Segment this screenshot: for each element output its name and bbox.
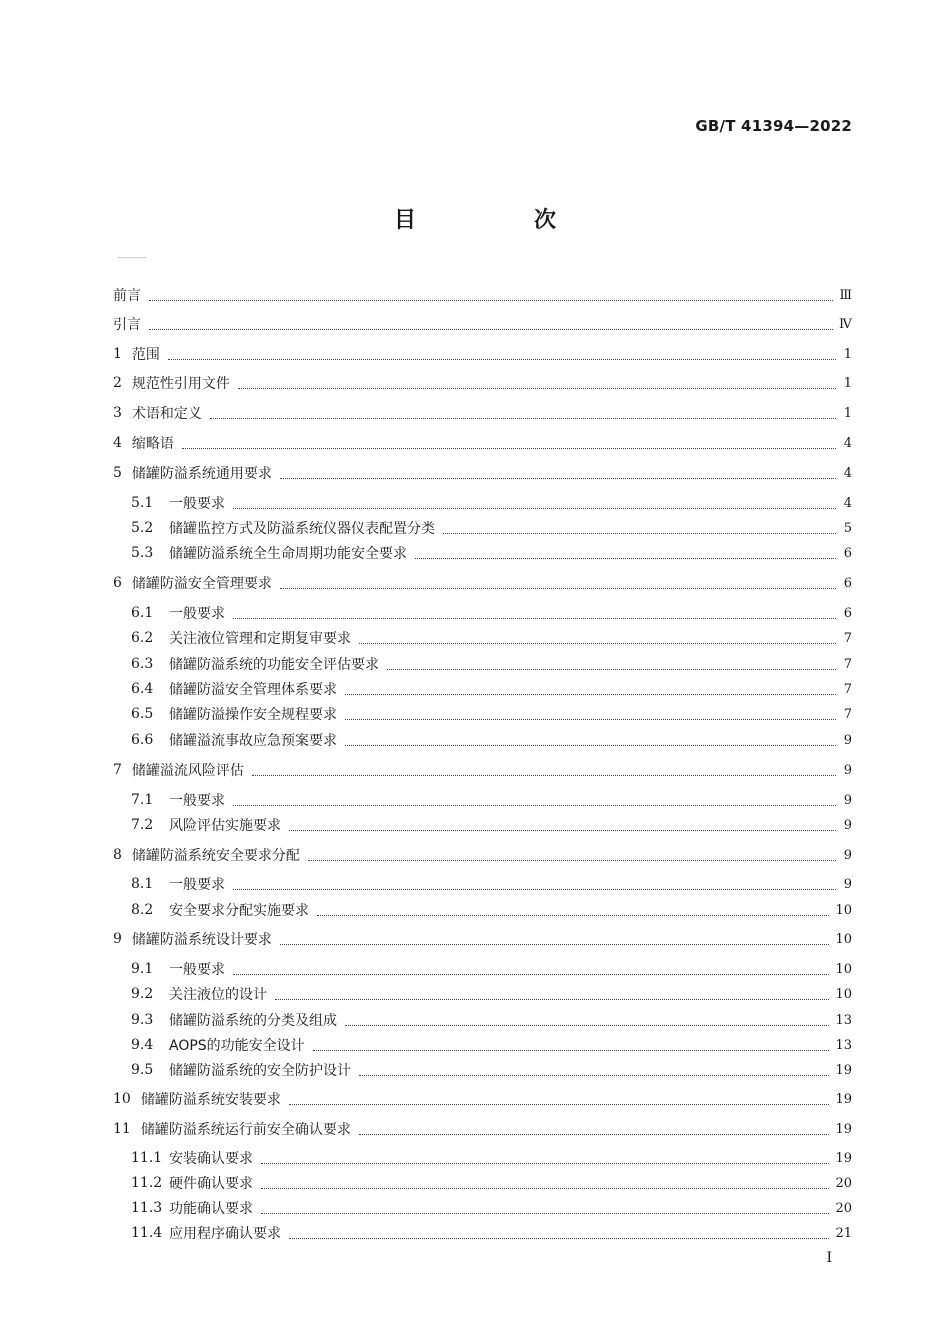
toc-entry-number: 1 (113, 346, 122, 362)
toc-entry[interactable] (113, 602, 852, 624)
toc-entry-page: 1 (843, 405, 852, 421)
toc-entry-label: 储罐防溢系统的分类及组成 (169, 1013, 337, 1029)
toc-leader-dots (168, 357, 836, 360)
toc-entry-number: 8.2 (131, 902, 154, 918)
toc-entry[interactable] (113, 432, 852, 454)
toc-leader-dots (443, 531, 836, 534)
toc-entry-number: 9.3 (131, 1012, 154, 1028)
toc-entry[interactable] (113, 343, 852, 365)
toc-entry-label: 储罐防溢安全管理体系要求 (169, 682, 337, 698)
toc-entry-number: 6 (113, 575, 122, 591)
toc-entry-label: 规范性引用文件 (131, 376, 230, 392)
toc-leader-dots (280, 476, 836, 479)
toc-leader-dots (345, 1023, 829, 1026)
toc-entry-page: 1 (843, 346, 852, 362)
toc-entry-label: 储罐防溢系统的功能安全评估要求 (169, 657, 379, 673)
toc-leader-dots (210, 416, 836, 419)
toc-entry-page: 20 (835, 1200, 852, 1216)
toc-entry[interactable] (113, 1197, 852, 1219)
toc-entry-label: 安全要求分配实施要求 (169, 903, 309, 919)
toc-entry-number: 6.2 (131, 630, 154, 646)
toc-entry-number: 6.5 (131, 706, 154, 722)
toc-entry[interactable] (113, 542, 852, 564)
toc-entry-label: 储罐防溢系统安全要求分配 (131, 848, 300, 864)
toc-entry-page: 19 (835, 1121, 852, 1137)
toc-entry[interactable] (113, 313, 852, 335)
toc-entry-number: 11.4 (131, 1225, 163, 1241)
toc-entry-page: 6 (843, 545, 852, 561)
toc-leader-dots (317, 913, 829, 916)
toc-entry[interactable] (113, 844, 852, 866)
toc-leader-dots (289, 1236, 829, 1239)
toc-leader-dots (345, 692, 836, 695)
toc-entry-page: 13 (835, 1012, 852, 1028)
toc-entry[interactable] (113, 1172, 852, 1194)
toc-leader-dots (233, 616, 836, 619)
toc-entry-label: 一般要求 (169, 606, 225, 622)
toc-entry-label: 硬件确认要求 (169, 1176, 253, 1192)
toc-entry-page: 10 (835, 931, 852, 947)
toc-leader-dots (359, 641, 836, 644)
toc-entry[interactable] (113, 703, 852, 725)
toc-entry-label: 一般要求 (169, 793, 225, 809)
toc-entry[interactable] (113, 1059, 852, 1081)
toc-entry-label: 储罐防溢操作安全规程要求 (169, 707, 337, 723)
toc-entry-page: 10 (835, 986, 852, 1002)
toc-entry-number: 5.2 (131, 520, 154, 536)
toc-entry[interactable] (113, 572, 852, 594)
toc-entry-label: 缩略语 (131, 436, 174, 452)
toc-leader-dots (149, 298, 833, 301)
toc-leader-dots (233, 803, 836, 806)
toc-entry[interactable] (113, 1009, 852, 1031)
toc-entry-number: 11.2 (131, 1175, 163, 1191)
page-number: I (826, 1250, 832, 1266)
toc-entry-number: 5.1 (131, 495, 154, 511)
toc-entry[interactable] (113, 1147, 852, 1169)
toc-entry-number: 4 (113, 435, 122, 451)
toc-entry-page: 10 (835, 961, 852, 977)
toc-entry[interactable] (113, 462, 852, 484)
toc-entry-label: 储罐防溢系统全生命周期功能安全要求 (169, 546, 407, 562)
toc-leader-dots (345, 717, 836, 720)
toc-leader-dots (280, 586, 836, 589)
toc-entry-page: 10 (835, 902, 852, 918)
toc-entry[interactable] (113, 899, 852, 921)
toc-leader-dots (289, 1102, 830, 1105)
toc-entry-page: 7 (843, 656, 852, 672)
toc-entry-number: 7.1 (131, 792, 154, 808)
toc-entry-label: 储罐防溢系统运行前安全确认要求 (140, 1122, 351, 1138)
toc-entry-page: Ⅳ (839, 316, 852, 332)
toc-leader-dots (182, 446, 836, 449)
toc-entry-label: 引言 (113, 317, 141, 333)
toc-entry[interactable] (113, 958, 852, 980)
toc-entry[interactable] (113, 284, 852, 306)
toc-entry-page: 9 (843, 762, 852, 778)
toc-entry-label: 风险评估实施要求 (169, 818, 281, 834)
toc-entry-number: 7 (113, 762, 122, 778)
toc-entry-label: 关注液位的设计 (169, 987, 267, 1003)
toc-entry-label: 储罐防溢系统的安全防护设计 (169, 1063, 351, 1079)
toc-entry-number: 3 (113, 405, 122, 421)
toc-entry-number: 11.3 (131, 1200, 163, 1216)
standard-code: GB/T 41394—2022 (695, 117, 852, 135)
toc-entry-page: 13 (835, 1037, 852, 1053)
toc-entry-label: 一般要求 (169, 496, 225, 512)
toc-entry[interactable] (113, 517, 852, 539)
toc-entry-label: 储罐溢流风险评估 (131, 763, 244, 779)
toc-leader-dots (233, 887, 836, 890)
toc-leader-dots (252, 773, 836, 776)
toc-entry-page: 19 (835, 1091, 852, 1107)
toc-entry-label: 前言 (113, 288, 141, 304)
toc-leader-dots (359, 1073, 829, 1076)
toc-entry[interactable] (113, 1222, 852, 1244)
toc-leader-dots (238, 386, 836, 389)
toc-entry-page: 7 (843, 630, 852, 646)
toc-entry-page: 9 (843, 792, 852, 808)
toc-entry[interactable] (113, 873, 852, 895)
toc-entry[interactable] (113, 1118, 852, 1140)
toc-entry[interactable] (113, 492, 852, 514)
toc-entry-label: 储罐防溢安全管理要求 (131, 576, 272, 592)
toc-leader-dots (261, 1186, 829, 1189)
toc-entry-label: 储罐监控方式及防溢系统仪器仪表配置分类 (169, 521, 435, 537)
toc-entry-number: 9.5 (131, 1062, 154, 1078)
toc-entry-number: 6.1 (131, 605, 154, 621)
toc-entry-number: 8 (113, 847, 122, 863)
toc-entry-number: 11.1 (131, 1150, 163, 1166)
toc-entry-label: 储罐溢流事故应急预案要求 (169, 733, 337, 749)
toc-entry-number: 8.1 (131, 876, 154, 892)
toc-entry[interactable] (113, 678, 852, 700)
toc-leader-dots (415, 556, 836, 559)
toc-entry-label: 功能确认要求 (169, 1201, 253, 1217)
toc-leader-dots (313, 1048, 830, 1051)
toc-entry-number: 5 (113, 465, 122, 481)
toc-entry-number: 9.2 (131, 986, 154, 1002)
toc-entry-label: 术语和定义 (131, 406, 202, 422)
toc-entry[interactable] (113, 983, 852, 1005)
toc-leader-dots (261, 1161, 829, 1164)
toc-entry-page: 19 (835, 1062, 852, 1078)
toc-entry-page: 6 (843, 575, 852, 591)
toc-entry[interactable] (113, 759, 852, 781)
toc-entry-page: 9 (843, 732, 852, 748)
toc-entry-page: 6 (843, 605, 852, 621)
toc-entry-label: 储罐防溢系统通用要求 (131, 466, 272, 482)
toc-entry-page: 1 (843, 375, 852, 391)
toc-entry-page: Ⅲ (839, 287, 852, 303)
toc-entry[interactable] (113, 653, 852, 675)
toc-entry-number: 7.2 (131, 817, 154, 833)
toc-entry-page: 20 (835, 1175, 852, 1191)
toc-leader-dots (280, 942, 830, 945)
toc-leader-dots (275, 997, 829, 1000)
toc-entry-number: 10 (113, 1091, 131, 1107)
toc-leader-dots (308, 858, 836, 861)
toc-leader-dots (387, 667, 836, 670)
toc-entry-page: 9 (843, 876, 852, 892)
toc-entry[interactable] (113, 402, 852, 424)
toc-entry-label: 储罐防溢系统安装要求 (140, 1092, 281, 1108)
toc-entry-page: 4 (843, 495, 852, 511)
scan-mark (118, 257, 146, 258)
toc-leader-dots (233, 972, 829, 975)
toc-entry-label: 安装确认要求 (169, 1151, 253, 1167)
toc-entry-number: 2 (113, 375, 122, 391)
toc-entry[interactable] (113, 789, 852, 811)
toc-entry-label: 储罐防溢系统设计要求 (131, 932, 272, 948)
toc-entry-number: 6.6 (131, 732, 154, 748)
toc-entry[interactable] (113, 1088, 852, 1110)
toc-entry[interactable] (113, 814, 852, 836)
toc-leader-dots (359, 1132, 830, 1135)
toc-entry-label: 一般要求 (169, 877, 225, 893)
toc-leader-dots (345, 743, 836, 746)
toc-entry[interactable] (113, 1034, 852, 1056)
toc-entry-number: 5.3 (131, 545, 154, 561)
toc-entry-number: 11 (113, 1121, 131, 1137)
toc-entry-number: 9.4 (131, 1037, 154, 1053)
toc-entry-page: 7 (843, 681, 852, 697)
toc-entry-number: 6.3 (131, 656, 154, 672)
toc-leader-dots (261, 1211, 829, 1214)
toc-entry-page: 4 (843, 465, 852, 481)
toc-leader-dots (233, 506, 836, 509)
toc-leader-dots (289, 828, 836, 831)
toc-entry-label: 应用程序确认要求 (169, 1226, 281, 1242)
toc-entry-number: 6.4 (131, 681, 154, 697)
toc-entry-page: 21 (835, 1225, 852, 1241)
toc-entry-label: 关注液位管理和定期复审要求 (169, 631, 351, 647)
toc-entry-label: 范围 (131, 347, 160, 363)
toc-entry-page: 19 (835, 1150, 852, 1166)
toc-entry-page: 9 (843, 817, 852, 833)
toc-entry-page: 5 (843, 520, 852, 536)
toc-entry[interactable] (113, 372, 852, 394)
toc-entry[interactable] (113, 729, 852, 751)
toc-entry-number: 9.1 (131, 961, 154, 977)
toc-entry-page: 4 (843, 435, 852, 451)
toc-leader-dots (149, 327, 833, 330)
toc-entry[interactable] (113, 928, 852, 950)
toc-entry-page: 9 (843, 847, 852, 863)
toc-entry[interactable] (113, 627, 852, 649)
toc-entry-number: 9 (113, 931, 122, 947)
toc-entry-label: AOPS的功能安全设计 (169, 1038, 305, 1054)
toc-entry-label: 一般要求 (169, 962, 225, 978)
toc-title: 目 次 (393, 208, 604, 233)
toc-entry-page: 7 (843, 706, 852, 722)
